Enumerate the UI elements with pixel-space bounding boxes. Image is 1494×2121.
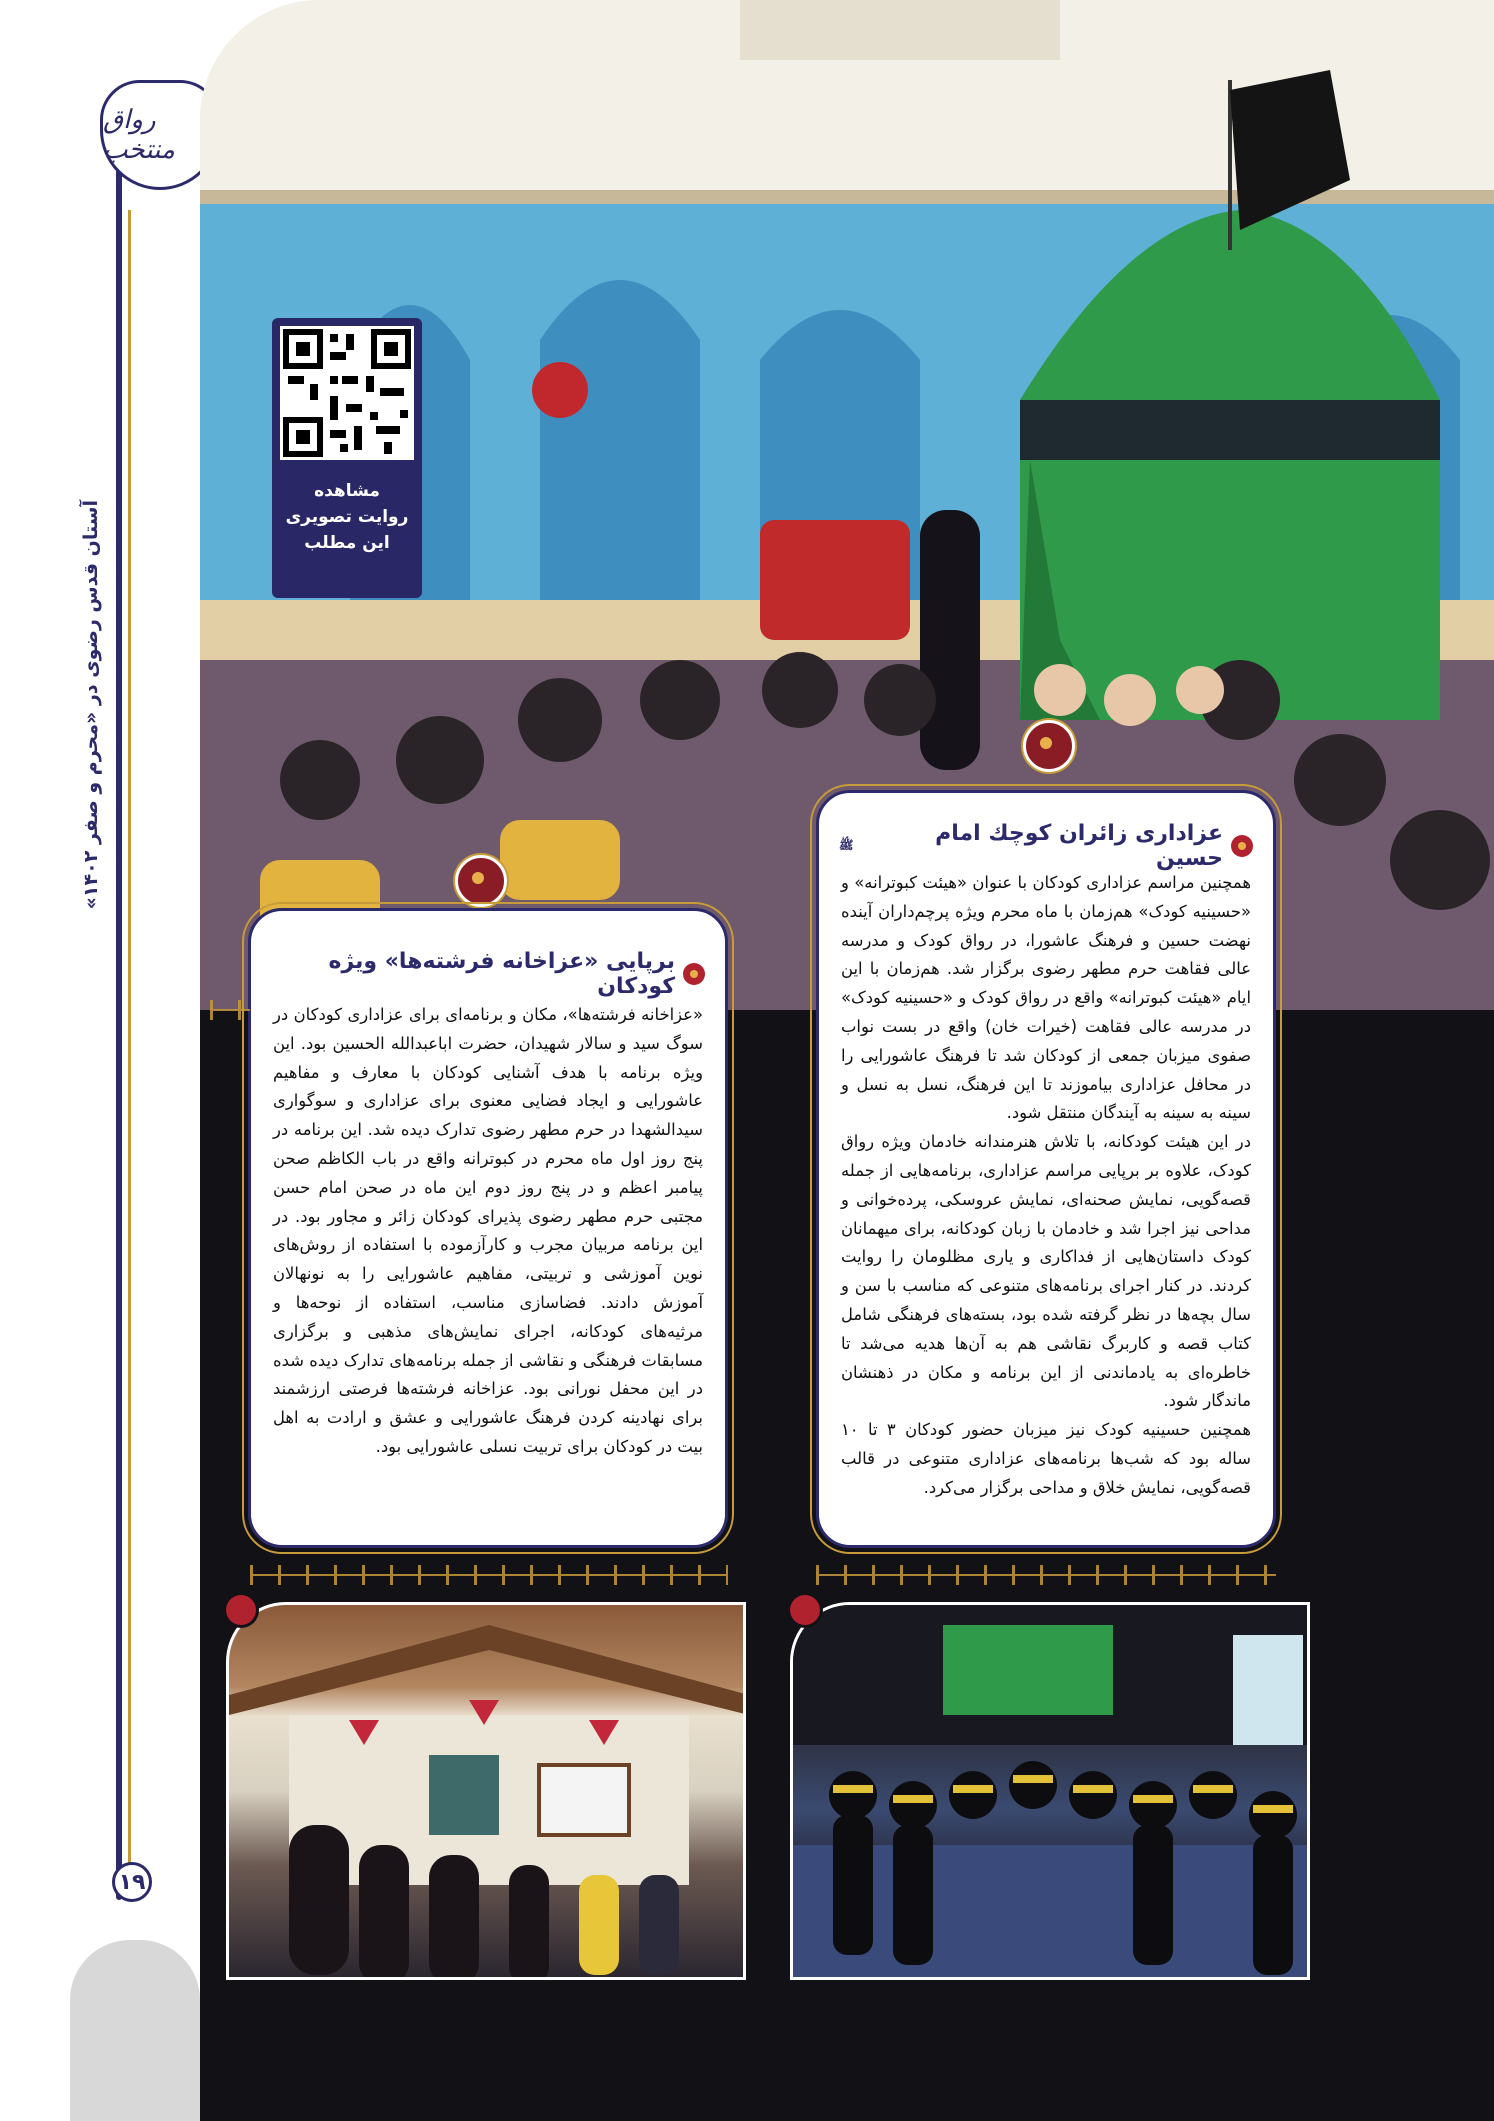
margin-vertical-line: [116, 140, 122, 1900]
right-article-body: [841, 869, 1251, 1503]
right-paragraph-2: در این هیئت کودکانه، با تلاش هنرمندانه خادمان ویژه رواق کودک، علاوه بر برپایی مراسم عزاداری، برنامه‌هایی از جمله قصه‌گویی، نمایش صحنه‌ای، نمایش عروسکی، پرده‌خوانی و مداحی نیز اجرا شد و خادمان با زبان کودکانه، برای میهمانان کودک داستان‌هایی از فداکاری و یاری مظلومان را روایت کردند. در کنار اجرای برنامه‌های متنوعی که مناسب با سن و سال بچه‌ها در نظر گرفته شده بود، بسته‌های فرهنگی شامل کتاب قصه و کاربرگ نقاشی هم به آن‌ها هدیه می‌شد تا خاطره‌ای به یادماندنی از این برنامه و مکان در ذهنشان ماندگار شود.: [841, 1132, 1251, 1411]
qr-caption-line-3: این مطلب: [304, 533, 390, 553]
left-title-text: برپایی «عزاخانه فرشته‌ها» ویژه کودکان: [328, 949, 675, 999]
ornament-row-right: [816, 1565, 1276, 1585]
page-number: ۱۹: [112, 1862, 152, 1902]
honorific-mark: ﷺ: [839, 837, 854, 852]
right-title-text: عزاداری زائران کوچك امام حسین: [935, 821, 1223, 871]
issue-caption: آستان قدس رضوی در «محرم و صفر ۱۴۰۲»: [80, 500, 102, 910]
qr-caption-line-2: روایت تصویری: [285, 507, 409, 527]
ornament-row-mid: [210, 1000, 250, 1020]
qr-pattern: [280, 326, 414, 460]
margin-gold-line: [128, 210, 131, 1900]
left-article-title: [271, 949, 705, 999]
bottom-left-scene: [229, 1605, 746, 1980]
bottom-right-scene: [793, 1605, 1310, 1980]
bottom-photo-right: [790, 1602, 1310, 1980]
logo-lettering: رواق منتخب: [103, 105, 175, 165]
margin-band: [0, 0, 200, 2121]
margin-foot-shape: [70, 1940, 200, 2121]
ornament-row-left: [250, 1565, 728, 1585]
right-paragraph-1: همچنین مراسم عزاداری کودکان با عنوان «هیئت کبوترانه» و «حسینیه کودک» هم‌زمان با ماه محرم ویژه پرچم‌داران آینده نهضت حسین و فرهنگ عاشورا، در رواق کودک و مدرسه عالی فقاهت حرم مطهر رضوی برگزار شد. هم‌زمان با این ایام «هیئت کبوترانه» واقع در رواق کودک و «حسینیه کودک» در مدرسه عالی فقاهت (خیرات خان) واقع در بست نواب صفوی میزبان جمعی از کودکان شد تا فرهنگ عاشورایی را در محافل عزاداری بیاموزند تا این فرهنگ، نسل به نسل و سینه به سینه به آیندگان منتقل شود.: [841, 873, 1251, 1123]
right-article-title: [839, 821, 1253, 871]
left-article-box: [248, 908, 728, 1548]
right-article-box: [816, 790, 1276, 1548]
flower-icon: [1231, 835, 1253, 857]
right-box-seal: [1023, 720, 1075, 772]
photo-left-seal: [226, 1595, 256, 1625]
left-box-seal: [455, 855, 507, 907]
photo-right-seal: [790, 1595, 820, 1625]
qr-code[interactable]: [280, 326, 414, 460]
right-paragraph-3: همچنین حسینیه کودک نیز میزبان حضور کودکان ۳ تا ۱۰ ساله بود که شب‌ها برنامه‌های عزاداری متنوعی در قالب قصه‌گویی، نمایش خلاق و مداحی برگزار می‌کرد.: [841, 1420, 1251, 1497]
flower-icon: [683, 963, 705, 985]
qr-caption-line-1: مشاهده: [314, 481, 380, 501]
bottom-photo-left: [226, 1602, 746, 1980]
qr-panel[interactable]: [272, 318, 422, 598]
left-paragraph-1: «عزاخانه فرشته‌ها»، مکان و برنامه‌ای برای عزاداری کودکان در سوگ سید و سالار شهیدان، حضرت اباعبدالله الحسین بود. این ویژه برنامه با هدف آشنایی کودکان با معارف و مفاهیم عاشورایی و ایجاد فضایی معنوی برای عزاداری و سوگواری سیدالشهدا در حرم مطهر رضوی تدارک دیده شد. این برنامه در پنج روز اول ماه محرم در کبوترانه واقع در باب الکاظم صحن پیامبر اعظم و در پنج روز دوم این ماه در صحن امام حسن مجتبی حرم مطهر رضوی پذیرای کودکان زائر و مجاور بود. در این برنامه مربیان مجرب و کارآزموده با استفاده از روش‌های نوین آموزشی و تربیتی، مفاهیم عاشورایی را به نونهالان آموزش دادند. فضاسازی مناسب، استفاده از نوحه‌ها و مرثیه‌های کودکانه، اجرای نمایش‌های مذهبی و برگزاری مسابقات فرهنگی و نقاشی از جمله برنامه‌های تدارک دیده شده در این محفل نورانی بود. عزاخانه فرشته‌ها فرصتی ارزشمند برای نهادینه کردن فرهنگ عاشورایی و عشق و ارادت به اهل بیت در کودکان برای تربیت نسلی عاشورایی بود.: [273, 1005, 703, 1456]
qr-caption: [276, 478, 418, 556]
left-article-body: [273, 1001, 703, 1462]
